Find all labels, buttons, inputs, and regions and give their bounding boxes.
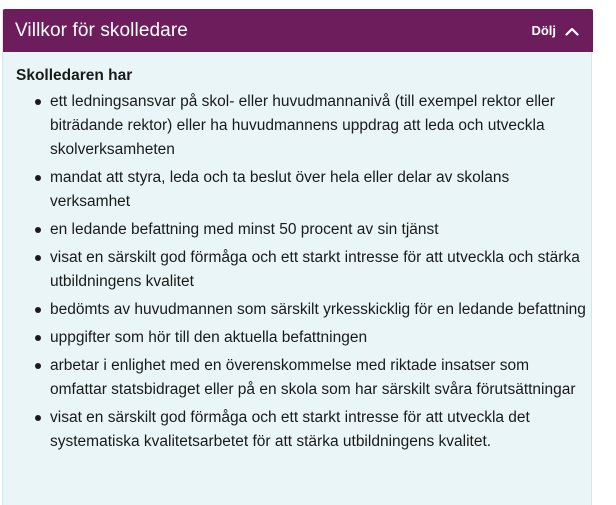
conditions-panel: [2, 9, 592, 505]
list-item: [16, 166, 586, 214]
bullet-icon: [35, 99, 41, 105]
panel-content: [16, 65, 586, 458]
list-item-text: uppgifter som hör till den aktuella befattningen: [50, 329, 368, 346]
list-item: [16, 326, 586, 350]
bullet-icon: [35, 255, 41, 261]
chevron-up-icon: [565, 27, 579, 36]
bullet-icon: [35, 227, 41, 233]
list-item: [16, 218, 586, 242]
panel-header[interactable]: [3, 9, 593, 52]
list-item-text: mandat att styra, leda och ta beslut över hela eller delar av skolans verksamhet: [50, 169, 510, 210]
list-item: [16, 90, 586, 162]
bullet-icon: [35, 335, 41, 341]
conditions-list: [16, 90, 586, 454]
list-item: [16, 354, 586, 402]
list-item-text: ett ledningsansvar på skol- eller huvudmannanivå (till exempel rektor eller biträdande rektor) eller ha huvudmannens uppdrag att leda och utveckla skolverksamheten: [50, 93, 555, 158]
list-item-text: bedömts av huvudmannen som särskilt yrkesskicklig för en ledande befattning: [50, 301, 586, 318]
list-item: [16, 298, 586, 322]
intro-heading: Skolledaren har: [16, 67, 133, 84]
list-item-text: visat en särskilt god förmåga och ett starkt intresse för att utveckla och stärka utbildningens kvalitet: [50, 249, 580, 290]
bullet-icon: [35, 307, 41, 313]
bullet-icon: [35, 175, 41, 181]
list-item: [16, 406, 586, 454]
collapse-toggle-button[interactable]: [531, 20, 579, 42]
panel-title: Villkor för skolledare: [15, 20, 188, 41]
collapse-toggle-label: Dölj: [531, 23, 556, 38]
list-item: [16, 246, 586, 294]
bullet-icon: [35, 415, 41, 421]
bullet-icon: [35, 363, 41, 369]
list-item-text: en ledande befattning med minst 50 procent av sin tjänst: [50, 221, 439, 238]
list-item-text: arbetar i enlighet med en överenskommelse med riktade insatser som omfattar statsbidraget eller på en skola som har särskilt svåra förutsättningar: [50, 357, 576, 398]
list-item-text: visat en särskilt god förmåga och ett starkt intresse för att utveckla det systematiska kvalitetsarbetet för att stärka utbildningens kvalitet.: [50, 409, 530, 450]
